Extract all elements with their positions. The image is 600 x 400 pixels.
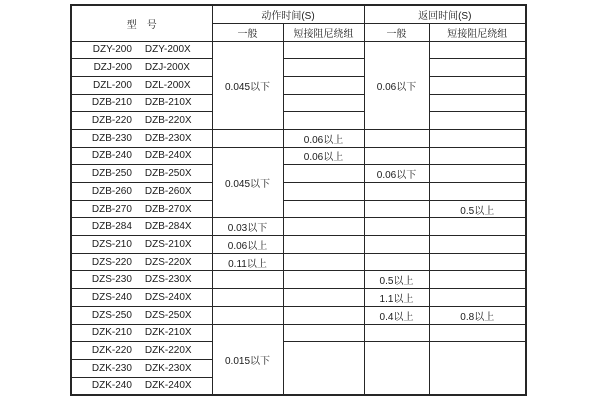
model-base: DZK-230 xyxy=(91,362,132,374)
return-damping-cell xyxy=(429,236,526,254)
action-damping-subheader: 短接阻尼绕组 xyxy=(283,23,364,41)
return-damping-cell xyxy=(429,271,526,289)
model-base: DZB-240 xyxy=(91,150,132,162)
action-general-cell: 0.11以上 xyxy=(212,253,283,271)
return-general-cell xyxy=(364,218,429,236)
model-base: DZK-210 xyxy=(91,327,132,339)
model-x: DZK-240X xyxy=(144,380,192,392)
table-row xyxy=(71,183,526,201)
action-damping-cell xyxy=(283,271,364,289)
table-row xyxy=(71,76,526,94)
return-general-cell: 0.06以下 xyxy=(364,165,429,183)
action-damping-cell xyxy=(283,218,364,236)
model-base: DZB-260 xyxy=(91,185,132,197)
relay-time-spec-table xyxy=(70,4,527,396)
model-x: DZB-284X xyxy=(144,221,192,233)
model-cell xyxy=(71,183,212,201)
model-base: DZK-240 xyxy=(91,380,132,392)
model-cell xyxy=(71,377,212,395)
action-general-cell: 0.015以下 xyxy=(212,324,283,395)
table-row xyxy=(71,129,526,147)
return-general-cell xyxy=(364,147,429,165)
action-general-cell xyxy=(212,306,283,324)
model-cell xyxy=(71,324,212,342)
model-header: 型 号 xyxy=(71,5,212,41)
model-cell xyxy=(71,289,212,307)
return-general-cell xyxy=(364,183,429,201)
action-damping-cell xyxy=(283,76,364,94)
table-row xyxy=(71,289,526,307)
model-base: DZB-270 xyxy=(91,203,132,215)
model-x: DZS-210X xyxy=(144,238,192,250)
return-general-cell xyxy=(364,324,429,342)
action-damping-cell xyxy=(283,306,364,324)
model-base: DZS-210 xyxy=(91,238,132,250)
model-x: DZB-250X xyxy=(144,168,192,180)
action-general-cell: 0.045以下 xyxy=(212,147,283,218)
return-damping-cell xyxy=(429,147,526,165)
action-damping-cell xyxy=(283,289,364,307)
action-general-cell xyxy=(212,271,283,289)
model-x: DZS-230X xyxy=(144,274,192,286)
action-damping-cell xyxy=(283,59,364,77)
model-x: DZB-210X xyxy=(144,97,192,109)
table-row xyxy=(71,271,526,289)
action-damping-cell: 0.06以上 xyxy=(283,147,364,165)
return-general-cell xyxy=(364,253,429,271)
model-base: DZS-220 xyxy=(91,256,132,268)
action-damping-cell xyxy=(283,253,364,271)
action-time-header: 动作时间(S) xyxy=(212,5,364,23)
return-damping-cell xyxy=(429,342,526,395)
model-x: DZK-230X xyxy=(144,362,192,374)
table-row xyxy=(71,200,526,218)
return-general-cell xyxy=(364,342,429,395)
model-base: DZB-250 xyxy=(91,168,132,180)
return-general-cell: 0.4以上 xyxy=(364,306,429,324)
action-damping-cell xyxy=(283,342,364,395)
model-x: DZL-200X xyxy=(144,79,191,91)
table-row xyxy=(71,236,526,254)
model-x: DZS-240X xyxy=(144,291,192,303)
action-general-cell xyxy=(212,289,283,307)
model-base: DZB-230 xyxy=(91,132,132,144)
model-base: DZB-220 xyxy=(91,115,132,127)
table-row xyxy=(71,147,526,165)
return-damping-cell xyxy=(429,165,526,183)
return-general-cell xyxy=(364,129,429,147)
model-x: DZS-250X xyxy=(144,309,192,321)
return-damping-cell: 0.5以上 xyxy=(429,200,526,218)
table-row xyxy=(71,342,526,360)
table-row xyxy=(71,59,526,77)
model-base: DZB-284 xyxy=(91,221,132,233)
model-x: DZK-210X xyxy=(144,327,192,339)
model-base: DZJ-200 xyxy=(93,62,132,74)
model-x: DZS-220X xyxy=(144,256,192,268)
return-damping-cell xyxy=(429,41,526,59)
action-damping-cell xyxy=(283,324,364,342)
model-x: DZB-270X xyxy=(144,203,192,215)
model-x: DZK-220X xyxy=(144,345,192,357)
action-damping-cell xyxy=(283,94,364,112)
table-row xyxy=(71,253,526,271)
model-cell xyxy=(71,342,212,360)
return-damping-cell xyxy=(429,112,526,130)
model-base: DZY-200 xyxy=(92,44,132,56)
model-cell xyxy=(71,271,212,289)
return-time-header: 返回时间(S) xyxy=(364,5,526,23)
model-cell xyxy=(71,253,212,271)
return-damping-cell xyxy=(429,289,526,307)
model-cell xyxy=(71,147,212,165)
action-damping-cell: 0.06以上 xyxy=(283,129,364,147)
model-cell xyxy=(71,41,212,59)
return-general-cell xyxy=(364,236,429,254)
model-x: DZB-220X xyxy=(144,115,192,127)
model-cell xyxy=(71,94,212,112)
return-general-cell: 1.1以上 xyxy=(364,289,429,307)
table-row xyxy=(71,306,526,324)
table-row xyxy=(71,41,526,59)
return-damping-cell xyxy=(429,218,526,236)
model-base: DZB-210 xyxy=(91,97,132,109)
return-general-cell: 0.5以上 xyxy=(364,271,429,289)
table-row xyxy=(71,165,526,183)
action-general-cell: 0.03以下 xyxy=(212,218,283,236)
model-cell xyxy=(71,112,212,130)
model-x: DZY-200X xyxy=(144,44,191,56)
return-general-subheader: 一般 xyxy=(364,23,429,41)
action-damping-cell xyxy=(283,183,364,201)
model-cell xyxy=(71,165,212,183)
model-x: DZB-230X xyxy=(144,132,192,144)
return-general-cell xyxy=(364,200,429,218)
table-row xyxy=(71,218,526,236)
model-cell xyxy=(71,129,212,147)
model-x: DZB-240X xyxy=(144,150,192,162)
model-cell xyxy=(71,359,212,377)
model-x: DZB-260X xyxy=(144,185,192,197)
action-general-cell xyxy=(212,129,283,147)
table-row xyxy=(71,112,526,130)
model-cell xyxy=(71,236,212,254)
model-base: DZS-230 xyxy=(91,274,132,286)
model-base: DZS-240 xyxy=(91,291,132,303)
return-damping-cell xyxy=(429,253,526,271)
return-damping-subheader: 短接阻尼绕组 xyxy=(429,23,526,41)
return-damping-cell xyxy=(429,76,526,94)
return-damping-cell xyxy=(429,183,526,201)
return-damping-cell xyxy=(429,129,526,147)
action-damping-cell xyxy=(283,165,364,183)
action-damping-cell xyxy=(283,236,364,254)
action-damping-cell xyxy=(283,112,364,130)
model-base: DZK-220 xyxy=(91,345,132,357)
action-damping-cell xyxy=(283,200,364,218)
model-x: DZJ-200X xyxy=(144,62,190,74)
action-general-subheader: 一般 xyxy=(212,23,283,41)
model-cell xyxy=(71,306,212,324)
model-cell xyxy=(71,59,212,77)
return-damping-cell xyxy=(429,324,526,342)
action-general-cell: 0.045以下 xyxy=(212,41,283,129)
action-general-cell: 0.06以上 xyxy=(212,236,283,254)
return-damping-cell xyxy=(429,59,526,77)
model-base: DZS-250 xyxy=(91,309,132,321)
table-row xyxy=(71,94,526,112)
table-row xyxy=(71,324,526,342)
action-damping-cell xyxy=(283,41,364,59)
model-base: DZL-200 xyxy=(93,79,132,91)
model-cell xyxy=(71,76,212,94)
model-cell xyxy=(71,218,212,236)
model-cell xyxy=(71,200,212,218)
return-damping-cell xyxy=(429,94,526,112)
return-damping-cell: 0.8以上 xyxy=(429,306,526,324)
return-general-cell: 0.06以下 xyxy=(364,41,429,129)
